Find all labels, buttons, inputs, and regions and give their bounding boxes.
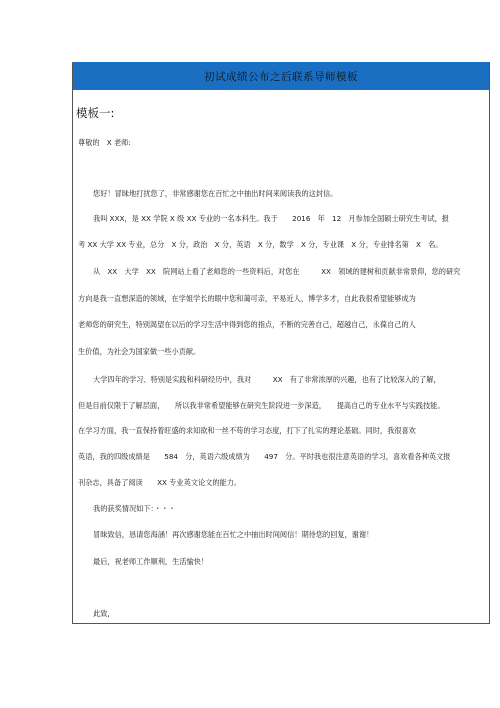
paragraph-line: 大学四年的学习、特别是实践和科研经历中，我对 XX 有了非常浓厚的兴趣，也有了比较深入的了解， xyxy=(93,375,441,384)
document-frame xyxy=(72,62,490,624)
paragraph-line: 我叫 XXX，是 XX 学院 X 级 XX 专业的一名本科生。我于 2016 年 12 月参加全国硕士研究生考试，报 xyxy=(93,214,449,223)
template-heading: 模板一: xyxy=(76,106,115,120)
paragraph-line: 从 XX 大学 XX 院网站上看了老师您的一些资料后，对您在 XX 领域的建树和贡献非常景仰，您的研究 xyxy=(93,267,461,276)
paragraph-line: 您好！冒昧地打扰您了，非常感谢您在百忙之中抽出时间来阅读我的这封信。 xyxy=(93,189,338,198)
paragraph-line: 但是目前仅限于了解层面， 所以我非常希望能够在研究生阶段进一步深造， 提高自己的专业水平与实践技能。 xyxy=(78,401,445,410)
paragraph-line: 方向是我一直想深造的领域，在学姐学长的眼中您和蔼可亲，平易近人，博学多才，自此我很希望能够成为 xyxy=(78,294,416,303)
paragraph-line: 考 XX 大学 XX 专业，总分 X 分，政治 X 分，英语 X 分，数学 X 分，专业课 X 分，专业排名第 X 名。 xyxy=(78,240,443,249)
paragraph-line: 刊杂志，具备了阅读 XX 专业英文论文的能力。 xyxy=(78,478,242,487)
paragraph-line: 英语，我的四级成绩是 584 分，英语六级成绩为 497 分。平时我也很注意英语的学习，喜欢看各种英文报 xyxy=(78,452,451,461)
paragraph-line: 在学习方面，我一直保持着旺盛的求知欲和一丝不苟的学习态度，打下了扎实的理论基础。同时，我很喜欢 xyxy=(78,426,416,435)
closing-line: 此致， xyxy=(93,609,115,618)
paragraph-line: 生价值，为社会为国家做一些小贡献。 xyxy=(78,347,201,356)
salutation: 尊敬的 X 老师: xyxy=(78,138,131,147)
title-banner xyxy=(73,62,489,90)
paragraph-line: 老师您的研究生，特别渴望在以后的学习生活中得到您的指点，不断的完善自己，超越自己，永葆自己的人 xyxy=(78,320,416,329)
document-title: 初试成绩公布之后联系导师模板 xyxy=(204,70,358,83)
paragraph-line: 冒昧致信，恳请您海涵！再次感谢您能在百忙之中抽出时间阅信！期待您的回复，谢谢！ xyxy=(93,530,374,539)
paragraph-line: 我的获奖情况如下：・・・ xyxy=(93,504,176,513)
paragraph-line: 最后，祝老师工作顺利，生活愉快！ xyxy=(93,557,209,566)
